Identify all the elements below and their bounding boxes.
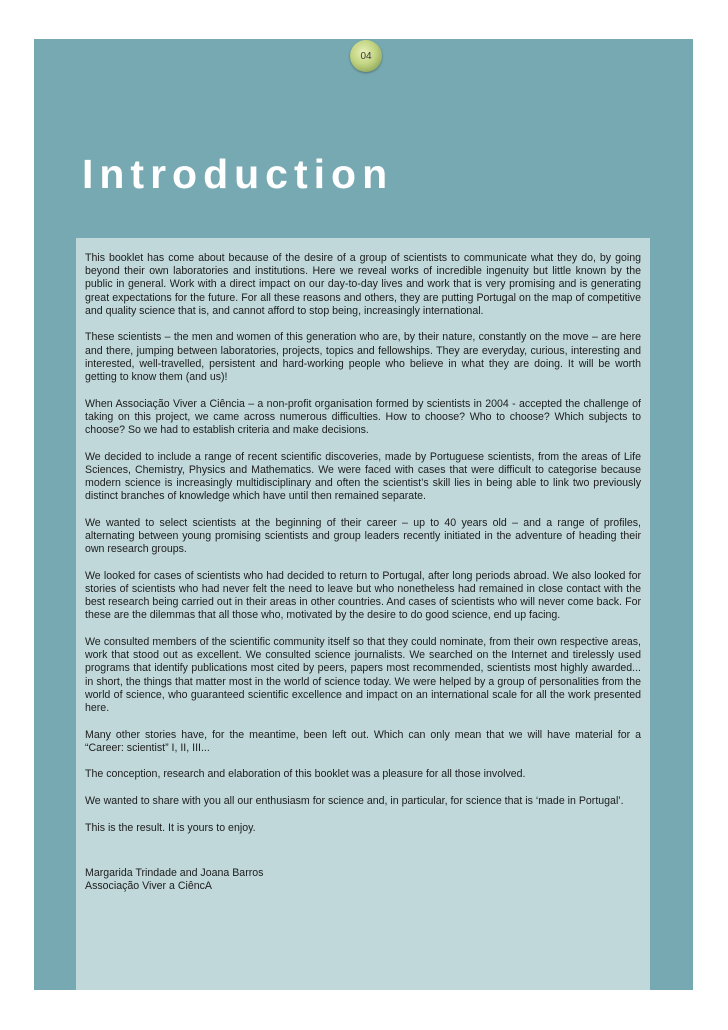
signature — [85, 867, 641, 893]
signature-authors: Margarida Trindade and Joana Barros — [85, 866, 264, 879]
signature-organisation: Associação Viver a CiêncA — [85, 880, 212, 893]
text-box — [76, 238, 650, 990]
paragraph-6: We looked for cases of scientists who had decided to return to Portugal, after long periods abroad. We also looked for stories of scientists who had never felt the need to leave but who nonetheless had remained in close contact with the best research being carried out in their areas in other countries. And cases of scientists who will never come back. For these are the dilemmas that all those who, motivated by the desire to do good science, end up facing. — [85, 569, 641, 622]
paragraph-5: We wanted to select scientists at the beginning of their career – up to 40 years old – and a range of profiles, alternating between young promising scientists and group leaders recently initiated in the adventure of heading their own research groups. — [85, 516, 641, 556]
page-number: 04 — [360, 50, 372, 62]
paragraph-4: We decided to include a range of recent scientific discoveries, made by Portuguese scientists, from the areas of Life Sciences, Chemistry, Physics and Mathematics. We were faced with cases that were difficult to categorise because modern science is increasingly multidisciplinary and often the scientist’s skill lies in being able to link two previously distinct branches of knowledge which have until then remained separate. — [85, 450, 641, 503]
paragraph-8: Many other stories have, for the meantime, been left out. Which can only mean that we will have material for a “Career: scientist” I, II, III... — [85, 728, 641, 754]
page-title: Introduction — [82, 151, 394, 197]
paragraph-9: The conception, research and elaboration of this booklet was a pleasure for all those involved. — [85, 768, 526, 781]
paragraph-1: This booklet has come about because of the desire of a group of scientists to communicate what they do, by going beyond their own laboratories and institutions. Here we reveal works of incredible ingenuity but little known by the public in general. Work with a direct impact on our day-to-day lives and work that is very promising and is generating great expectations for the future. For all these reasons and others, they are putting Portugal on the map of competitive and quality science that is, and cannot afford to stop being, increasingly international. — [85, 252, 641, 317]
paragraph-2: These scientists – the men and women of this generation who are, by their nature, constantly on the move – are here and there, jumping between laboratories, projects, topics and fellowships. They are everyday, curious, interesting and interested, well-travelled, persistent and hard-working people who believe in what they are doing. It will be worth getting to know them (and us)! — [85, 331, 641, 384]
paragraph-11: This is the result. It is yours to enjoy. — [85, 821, 256, 834]
page-number-badge — [350, 40, 382, 72]
paragraph-7: We consulted members of the scientific community itself so that they could nominate, from their own respective areas, work that stood out as excellent. We consulted science journalists. We searched on the Internet and tirelessly used programs that identify publications most cited by peers, papers most recommended, scientists most highly awarded... in short, the things that matter most in the world of science today. We were helped by a group of personalities from the world of science, who guaranteed scientific excellence and impact on an international scale for all the work presented here. — [85, 636, 641, 715]
paragraph-3: When Associação Viver a Ciência – a non-profit organisation formed by scientists in 2004 - accepted the challenge of taking on this project, we came across numerous difficulties. How to choose? Who to choose? Which subjects to choose? So we had to establish criteria and make decisions. — [85, 397, 641, 437]
paragraph-10: We wanted to share with you all our enthusiasm for science and, in particular, for science that is ‘made in Portugal’. — [85, 795, 624, 808]
